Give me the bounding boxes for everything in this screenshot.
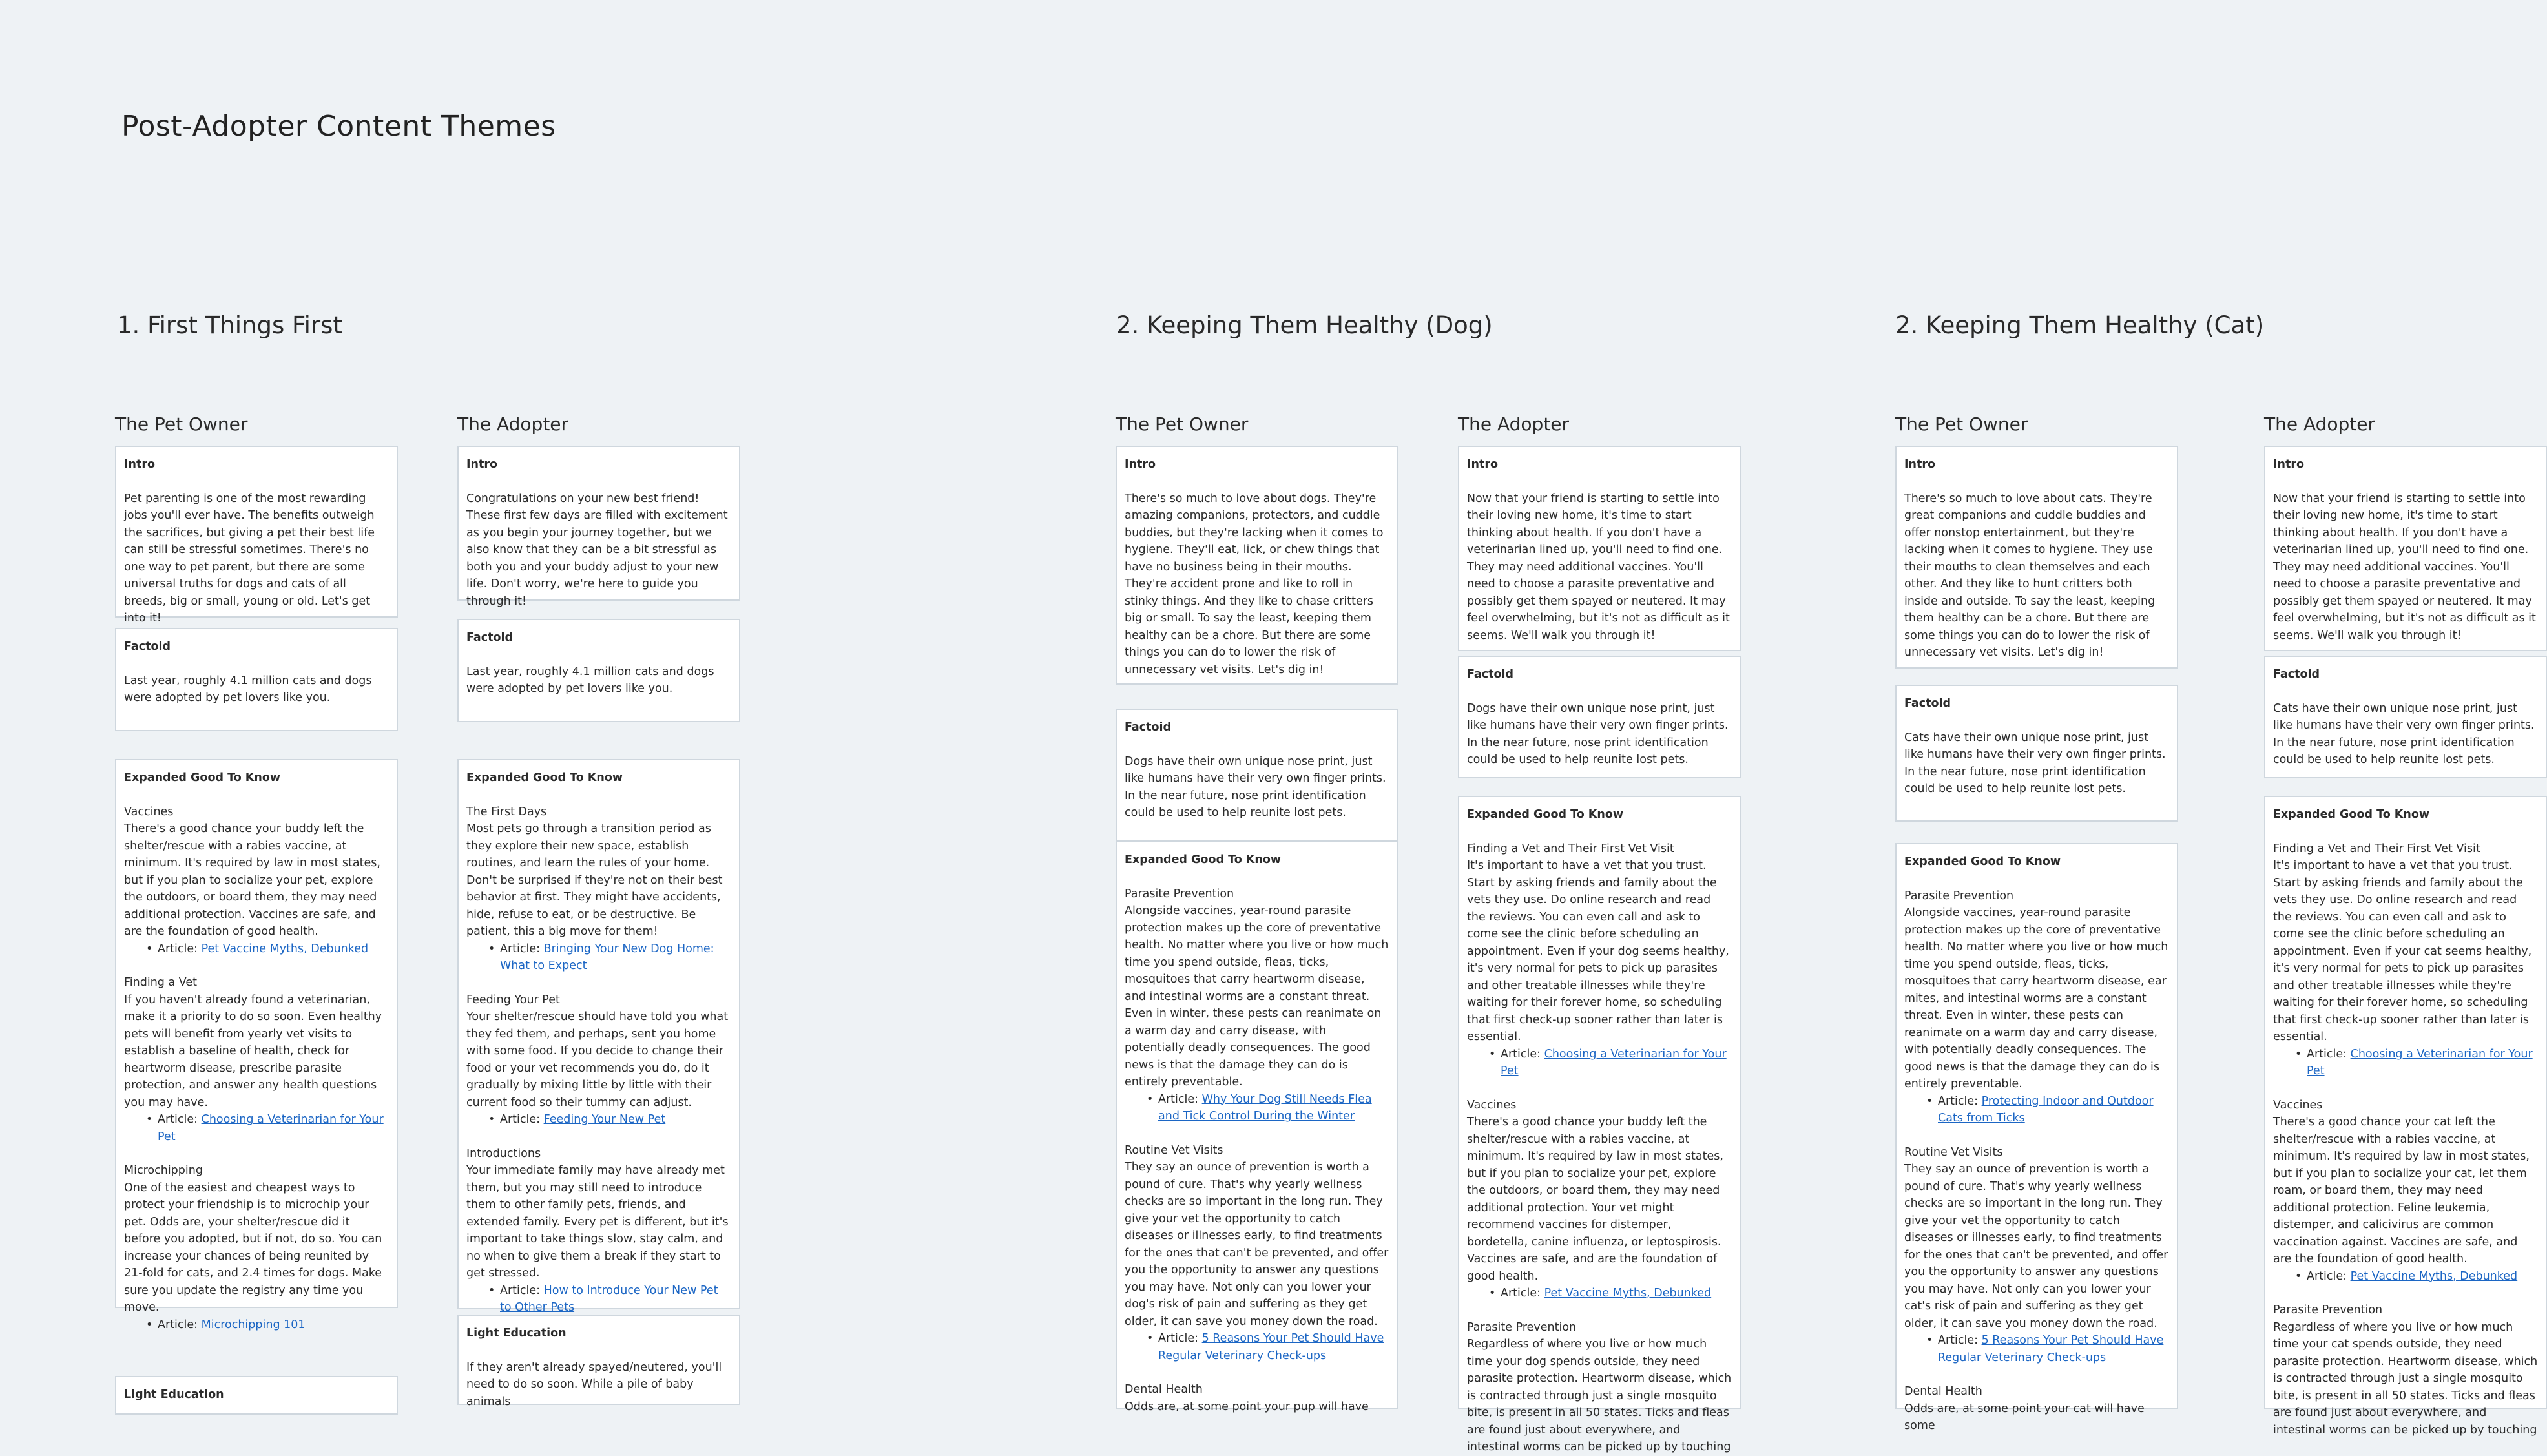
factoid-card <box>457 619 740 722</box>
card-text: Congratulations on your new best friend! These first few days are filled with excitement as you begin your journey together, but we also know that they can be a bit stressful as both you and your buddy adjust to your new life. Don't worry, we're here to guide you through it! <box>466 492 728 608</box>
expanded-card <box>1458 796 1741 1453</box>
card-label: Factoid <box>1467 668 1514 681</box>
intro-card <box>1895 446 2178 669</box>
topic-block <box>466 1145 731 1316</box>
article-link[interactable]: Choosing a Veterinarian for Your Pet <box>2307 1047 2533 1077</box>
topic-block <box>2273 1097 2538 1285</box>
topic-title: The First Days <box>466 805 547 818</box>
card-label: Intro <box>1467 458 1498 471</box>
factoid-card <box>1895 685 2178 822</box>
column-heading-pet-owner: The Pet Owner <box>1116 413 1249 435</box>
topic-block <box>1904 1144 2169 1367</box>
card-label: Factoid <box>2273 668 2320 681</box>
topic-block <box>1125 1381 1389 1415</box>
card-text: There's so much to love about cats. They're great companions and cuddle buddies and offer nonstop entertainment, but they're lacking when it comes to hygiene. They use their mouths to clean themselves and each other. And they like to hunt critters both inside and outside. To say the least, keeping them healthy can be a chore. But there are some things you can do to lower the risk of unnecessary vet visits. Let's dig in! <box>1904 492 2156 659</box>
expanded-card <box>457 759 740 1314</box>
topic-title: Vaccines <box>2273 1098 2323 1112</box>
factoid-card <box>1458 656 1741 778</box>
topic-block <box>2273 840 2538 1080</box>
topic-block <box>124 804 389 958</box>
page-title: Post-Adopter Content Themes <box>121 110 556 143</box>
article-link[interactable]: Feeding Your New Pet <box>543 1113 666 1126</box>
section-title-first-things: 1. First Things First <box>117 311 342 339</box>
article-prefix: Article: <box>158 1113 202 1126</box>
article-prefix: Article: <box>2307 1047 2351 1061</box>
card-label: Light Education <box>124 1388 224 1401</box>
section-title-healthy-dog: 2. Keeping Them Healthy (Dog) <box>1116 311 1493 339</box>
light-education-card <box>457 1315 740 1408</box>
topic-block <box>466 804 731 975</box>
card-label: Intro <box>466 458 497 471</box>
article-bullet: • Article: Pet Vaccine Myths, Debunked <box>1489 1287 1712 1300</box>
topic-text: Your shelter/rescue should have told you what they fed them, and perhaps, sent you home with some food. If you decide to change their food or your vet recommends you do, do it gradually by mixing little by little with their current food so their tummy can adjust. <box>466 1010 729 1109</box>
card-text: Pet parenting is one of the most rewarding jobs you'll ever have. The benefits outweigh the sacrifices, but giving a pet their best life can still be stressful sometimes. There's no one way to pet parent, but there are some universal truths for dogs and cats of all breeds, big or small, young or old. Let's get into it! <box>124 492 375 625</box>
topic-title: Parasite Prevention <box>1904 889 2014 902</box>
card-label: Expanded Good To Know <box>1125 853 1282 866</box>
article-bullet: • Article: Protecting Indoor and Outdoor Cats from Ticks <box>1926 1094 2154 1125</box>
article-prefix: Article: <box>158 1318 202 1331</box>
article-link[interactable]: 5 Reasons Your Pet Should Have Regular Veterinary Check-ups <box>1158 1332 1384 1362</box>
article-link[interactable]: Microchipping 101 <box>201 1318 306 1331</box>
topic-block <box>2273 1302 2538 1439</box>
card-text: Cats have their own unique nose print, just like humans have their very own finger prints. In the near future, nose print identification could be used to help reunite lost pets. <box>2273 702 2535 766</box>
topic-title: Dental Health <box>1904 1385 1982 1398</box>
article-link[interactable]: How to Introduce Your New Pet to Other Pets <box>500 1284 718 1314</box>
topic-block <box>466 992 731 1128</box>
topic-text: There's a good chance your buddy left the shelter/rescue with a rabies vaccine, at minimum. It's required by law in most states, but if you plan to socialize your pet, explore the outdoors, or board them, they may need additional protection. Vaccines are safe, and are the foundation of good health. <box>124 822 380 938</box>
topic-block <box>124 1162 389 1333</box>
intro-card <box>1116 446 1398 685</box>
card-label: Factoid <box>466 631 514 644</box>
intro-card <box>457 446 740 608</box>
expanded-card <box>2264 796 2547 1437</box>
article-link[interactable]: 5 Reasons Your Pet Should Have Regular Veterinary Check-ups <box>1938 1334 2164 1364</box>
card-label: Factoid <box>124 640 171 653</box>
article-bullet: • Article: Feeding Your New Pet <box>488 1113 666 1126</box>
light-education-card <box>115 1376 398 1415</box>
article-prefix: Article: <box>1158 1092 1202 1106</box>
card-text: Dogs have their own unique nose print, just like humans have their very own finger prints. In the near future, nose print identification could be used to help reunite lost pets. <box>1125 754 1386 819</box>
topic-text: It's important to have a vet that you trust. Start by asking friends and family about the vets they use. Do online research and read the reviews. You can even call and ask to come see the clinic before scheduling an appointment. Even if your dog seems healthy, it's very normal for pets to pick up parasites and other treatable illnesses while they're waiting for their forever home, so scheduling that first check-up sooner rather than later is essential. <box>1467 859 1729 1043</box>
card-text: Last year, roughly 4.1 million cats and dogs were adopted by pet lovers like you. <box>124 674 372 704</box>
card-label: Expanded Good To Know <box>1904 855 2061 868</box>
topic-title: Vaccines <box>124 805 174 818</box>
topic-title: Microchipping <box>124 1164 203 1177</box>
topic-text: There's a good chance your buddy left the shelter/rescue with a rabies vaccine, at minimum. It's required by law in most states, but if you plan to socialize your pet, explore the outdoors, or board them, they may need additional protection. Your vet might recommend vaccines for distemper, bordetella, canine influenza, or leptospirosis. Vaccines are safe, and are the foundation of good health. <box>1467 1116 1723 1283</box>
intro-card <box>2264 446 2547 651</box>
topic-text: Alongside vaccines, year-round parasite protection makes up the core of preventative health. No matter where you live or how much time you spend outside, fleas, ticks, mosquitoes that carry heartworm disease, ear mites, and intestinal worms are a constant threat. Even in winter, these pests can reanimate on a warm day and carry disease, with potentially deadly consequences. The good news is that the damage they can do is entirely preventable. <box>1904 906 2168 1090</box>
topic-block <box>124 974 389 1145</box>
card-text: Cats have their own unique nose print, just like humans have their very own finger prints. In the near future, nose print identification could be used to help reunite lost pets. <box>1904 731 2166 795</box>
article-link[interactable]: Protecting Indoor and Outdoor Cats from Ticks <box>1938 1094 2154 1125</box>
factoid-card <box>115 628 398 731</box>
card-text: Now that your friend is starting to settle into their loving new home, it's time to start thinking about health. If you don't have a veterinarian lined up, you'll need to find one. They may need additional vaccines. You'll need to choose a parasite preventative and possibly get them spayed or neutered. It may feel overwhelming, but it's not as difficult as it seems. We'll walk you through it! <box>2273 492 2536 642</box>
expanded-card <box>1895 843 2178 1432</box>
section-title-healthy-cat: 2. Keeping Them Healthy (Cat) <box>1895 311 2265 339</box>
topic-title: Dental Health <box>1125 1383 1203 1396</box>
card-text: If they aren't already spayed/neutered, you'll need to do so soon. While a pile of baby animals <box>466 1360 722 1408</box>
column-heading-adopter: The Adopter <box>2264 413 2376 435</box>
topic-title: Finding a Vet and Their First Vet Visit <box>1467 842 1674 855</box>
card-label: Expanded Good To Know <box>1467 808 1624 821</box>
topic-title: Routine Vet Visits <box>1125 1143 1223 1157</box>
article-bullet: • Article: Pet Vaccine Myths, Debunked <box>2295 1269 2518 1283</box>
topic-text: They say an ounce of prevention is worth a pound of cure. That's why yearly wellness checks are so important in the long run. They give your vet the opportunity to catch diseases or illnesses early, to find treatments for the ones that can't be prevented, and offer you the opportunity to answer any questions you may have. Not only can you lower your cat's risk of pain and suffering as they get older, it can save you money down the road. <box>1904 1163 2168 1330</box>
topic-block <box>1125 886 1389 1125</box>
article-prefix: Article: <box>158 942 202 955</box>
topic-block <box>1467 1097 1732 1302</box>
article-bullet: • Article: 5 Reasons Your Pet Should Have Regular Veterinary Check-ups <box>1147 1332 1384 1362</box>
topic-block <box>1904 888 2169 1127</box>
article-bullet: • Article: How to Introduce Your New Pet to Other Pets <box>488 1284 718 1314</box>
expanded-card <box>115 759 398 1331</box>
article-link[interactable]: Choosing a Veterinarian for Your Pet <box>1501 1047 1727 1077</box>
card-label: Factoid <box>1904 697 1951 710</box>
article-bullet: • Article: Why Your Dog Still Needs Flea and Tick Control During the Winter <box>1147 1092 1372 1123</box>
article-bullet: • Article: Microchipping 101 <box>146 1318 306 1331</box>
article-bullet: • Article: Pet Vaccine Myths, Debunked <box>146 942 369 955</box>
card-text: Last year, roughly 4.1 million cats and dogs were adopted by pet lovers like you. <box>466 665 714 695</box>
topic-text: Most pets go through a transition period as they explore their new space, establish routines, and learn the rules of your home. Don't be surprised if they're not on their best behavior at first. They might have accidents, hide, refuse to eat, or be destructive. Be patient, this a big move for them! <box>466 822 723 938</box>
topic-title: Finding a Vet <box>124 976 198 989</box>
topic-text: Regardless of where you live or how much time your cat spends outside, they need parasite protection. Heartworm disease, which is contracted through just a single mosquito bite, is present in all 50 states. Ticks and fleas are found just about everywhere, and intestinal worms can be picked up by touching <box>2273 1320 2538 1437</box>
topic-text: There's a good chance your cat left the shelter/rescue with a rabies vaccine, at minimum. It's required by law in most states, but if you plan to socialize your cat, let them roam, or board them, they may need additional protection. Feline leukemia, distemper, and calicivirus are common vaccination against. Vaccines are safe, and are the foundation of good health. <box>2273 1116 2530 1265</box>
column-heading-adopter: The Adopter <box>1458 413 1570 435</box>
topic-text: If you haven't already found a veterinarian, make it a priority to do so soon. Even healthy pets will benefit from yearly vet visits to establish a baseline of health, check for heartworm disease, prescribe parasite protection, and answer any health questions you may have. <box>124 993 382 1109</box>
card-label: Factoid <box>1125 721 1172 734</box>
article-prefix: Article: <box>1501 1287 1544 1300</box>
article-link[interactable]: Why Your Dog Still Needs Flea and Tick Control During the Winter <box>1158 1092 1372 1123</box>
topic-text: They say an ounce of prevention is worth a pound of cure. That's why yearly wellness checks are so important in the long run. They give your vet the opportunity to catch diseases or illnesses early, to find treatments for the ones that can't be prevented, and offer you the opportunity to answer any questions you may have. Not only can you lower your dog's risk of pain and suffering as they get older, it can save you money down the road. <box>1125 1161 1389 1328</box>
article-link[interactable]: Pet Vaccine Myths, Debunked <box>2350 1269 2518 1283</box>
article-bullet: • Article: Choosing a Veterinarian for Your Pet <box>1489 1047 1727 1077</box>
article-prefix: Article: <box>1938 1094 1982 1108</box>
card-label: Intro <box>124 458 155 471</box>
article-link[interactable]: Pet Vaccine Myths, Debunked <box>201 942 369 955</box>
article-prefix: Article: <box>1158 1332 1202 1345</box>
topic-block <box>1467 840 1732 1080</box>
article-prefix: Article: <box>1938 1334 1982 1347</box>
intro-card <box>115 446 398 625</box>
article-prefix: Article: <box>2307 1269 2351 1283</box>
topic-block <box>1125 1142 1389 1365</box>
topic-text: Alongside vaccines, year-round parasite protection makes up the core of preventative health. No matter where you live or how much time you spend outside, fleas, ticks, mosquitoes that carry heartworm disease, and intestinal worms are a constant threat. Even in winter, these pests can reanimate on a warm day and carry disease, with potentially deadly consequences. The good news is that the damage they can do is entirely preventable. <box>1125 904 1389 1088</box>
card-label: Intro <box>2273 458 2304 471</box>
topic-text: Your immediate family may have already met them, but you may still need to introduce them to other family pets, friends, and extended family. Every pet is different, but it's important to take things slow, stay calm, and no when to give them a break if they start to get stressed. <box>466 1164 729 1280</box>
card-text: There's so much to love about dogs. They're amazing companions, protectors, and cuddle buddies, but they're lacking when it comes to hygiene. They'll eat, lick, or chew things that have no business being in their mouths. They're accident prone and like to roll in stinky things. And they like to chase critters big or small. To say the least, keeping them healthy can be a chore. But there are some things you can do to lower the risk of unnecessary vet visits. Let's dig in! <box>1125 492 1384 676</box>
article-bullet: • Article: Bringing Your New Dog Home: What to Expect <box>488 942 714 972</box>
card-text: Now that your friend is starting to settle into their loving new home, it's time to start thinking about health. If you don't have a veterinarian lined up, you'll need to find one. They may need additional vaccines. You'll need to choose a parasite preventative and possibly get them spayed or neutered. It may feel overwhelming, but it's not as difficult as it seems. We'll walk you through it! <box>1467 492 1730 642</box>
factoid-card <box>1116 709 1398 841</box>
article-prefix: Article: <box>500 1113 544 1126</box>
article-bullet: • Article: 5 Reasons Your Pet Should Have Regular Veterinary Check-ups <box>1926 1334 2164 1364</box>
factoid-card <box>2264 656 2547 778</box>
article-prefix: Article: <box>500 1284 544 1297</box>
card-label: Light Education <box>466 1327 567 1340</box>
card-label: Expanded Good To Know <box>2273 808 2430 821</box>
topic-text: Odds are, at some point your cat will have some <box>1904 1402 2145 1432</box>
article-link[interactable]: Bringing Your New Dog Home: What to Expect <box>500 942 714 972</box>
topic-text: One of the easiest and cheapest ways to protect your friendship is to microchip your pet. Odds are, your shelter/rescue did it before you adopted, but if not, do so. You can increase your chances of being reunited by 21-fold for cats, and 2.4 times for dogs. Make sure you update the registry any time you move. <box>124 1181 382 1314</box>
card-label: Intro <box>1125 458 1156 471</box>
column-heading-adopter: The Adopter <box>457 413 569 435</box>
card-label: Intro <box>1904 458 1935 471</box>
article-bullet: • Article: Choosing a Veterinarian for Your Pet <box>146 1113 384 1143</box>
topic-text: It's important to have a vet that you trust. Start by asking friends and family about the vets they use. Do online research and read the reviews. You can even call and ask to come see the clinic before scheduling an appointment. Even if your cat seems healthy, it's very normal for pets to pick up parasites and other treatable illnesses while they're waiting for their forever home, so scheduling that first check-up sooner rather than later is essential. <box>2273 859 2532 1043</box>
topic-block <box>1904 1383 2169 1435</box>
article-bullet: • Article: Choosing a Veterinarian for Your Pet <box>2295 1047 2533 1077</box>
topic-title: Parasite Prevention <box>2273 1304 2383 1316</box>
topic-block <box>1467 1319 1732 1456</box>
topic-title: Introductions <box>466 1147 541 1160</box>
topic-title: Finding a Vet and Their First Vet Visit <box>2273 842 2480 855</box>
intro-card <box>1458 446 1741 651</box>
card-label: Expanded Good To Know <box>466 771 623 784</box>
topic-title: Parasite Prevention <box>1467 1320 1577 1334</box>
topic-text: Odds are, at some point your pup will have <box>1125 1400 1369 1413</box>
expanded-card <box>1116 841 1398 1413</box>
topic-title: Vaccines <box>1467 1098 1517 1112</box>
card-label: Expanded Good To Know <box>124 771 281 784</box>
article-link[interactable]: Choosing a Veterinarian for Your Pet <box>158 1113 384 1143</box>
topic-title: Routine Vet Visits <box>1904 1145 2003 1159</box>
card-text: Dogs have their own unique nose print, just like humans have their very own finger prints. In the near future, nose print identification could be used to help reunite lost pets. <box>1467 702 1729 766</box>
column-heading-pet-owner: The Pet Owner <box>1895 413 2028 435</box>
topic-title: Feeding Your Pet <box>466 993 560 1006</box>
topic-title: Parasite Prevention <box>1125 887 1234 900</box>
column-heading-pet-owner: The Pet Owner <box>115 413 248 435</box>
article-prefix: Article: <box>1501 1047 1544 1061</box>
article-link[interactable]: Pet Vaccine Myths, Debunked <box>1544 1287 1712 1300</box>
article-prefix: Article: <box>500 942 544 955</box>
topic-text: Regardless of where you live or how much time your dog spends outside, they need parasite protection. Heartworm disease, which is contracted through just a single mosquito bite, is present in all 50 states. Ticks and fleas are found just about everywhere, and intestinal worms can be picked up by touching <box>1467 1338 1732 1453</box>
